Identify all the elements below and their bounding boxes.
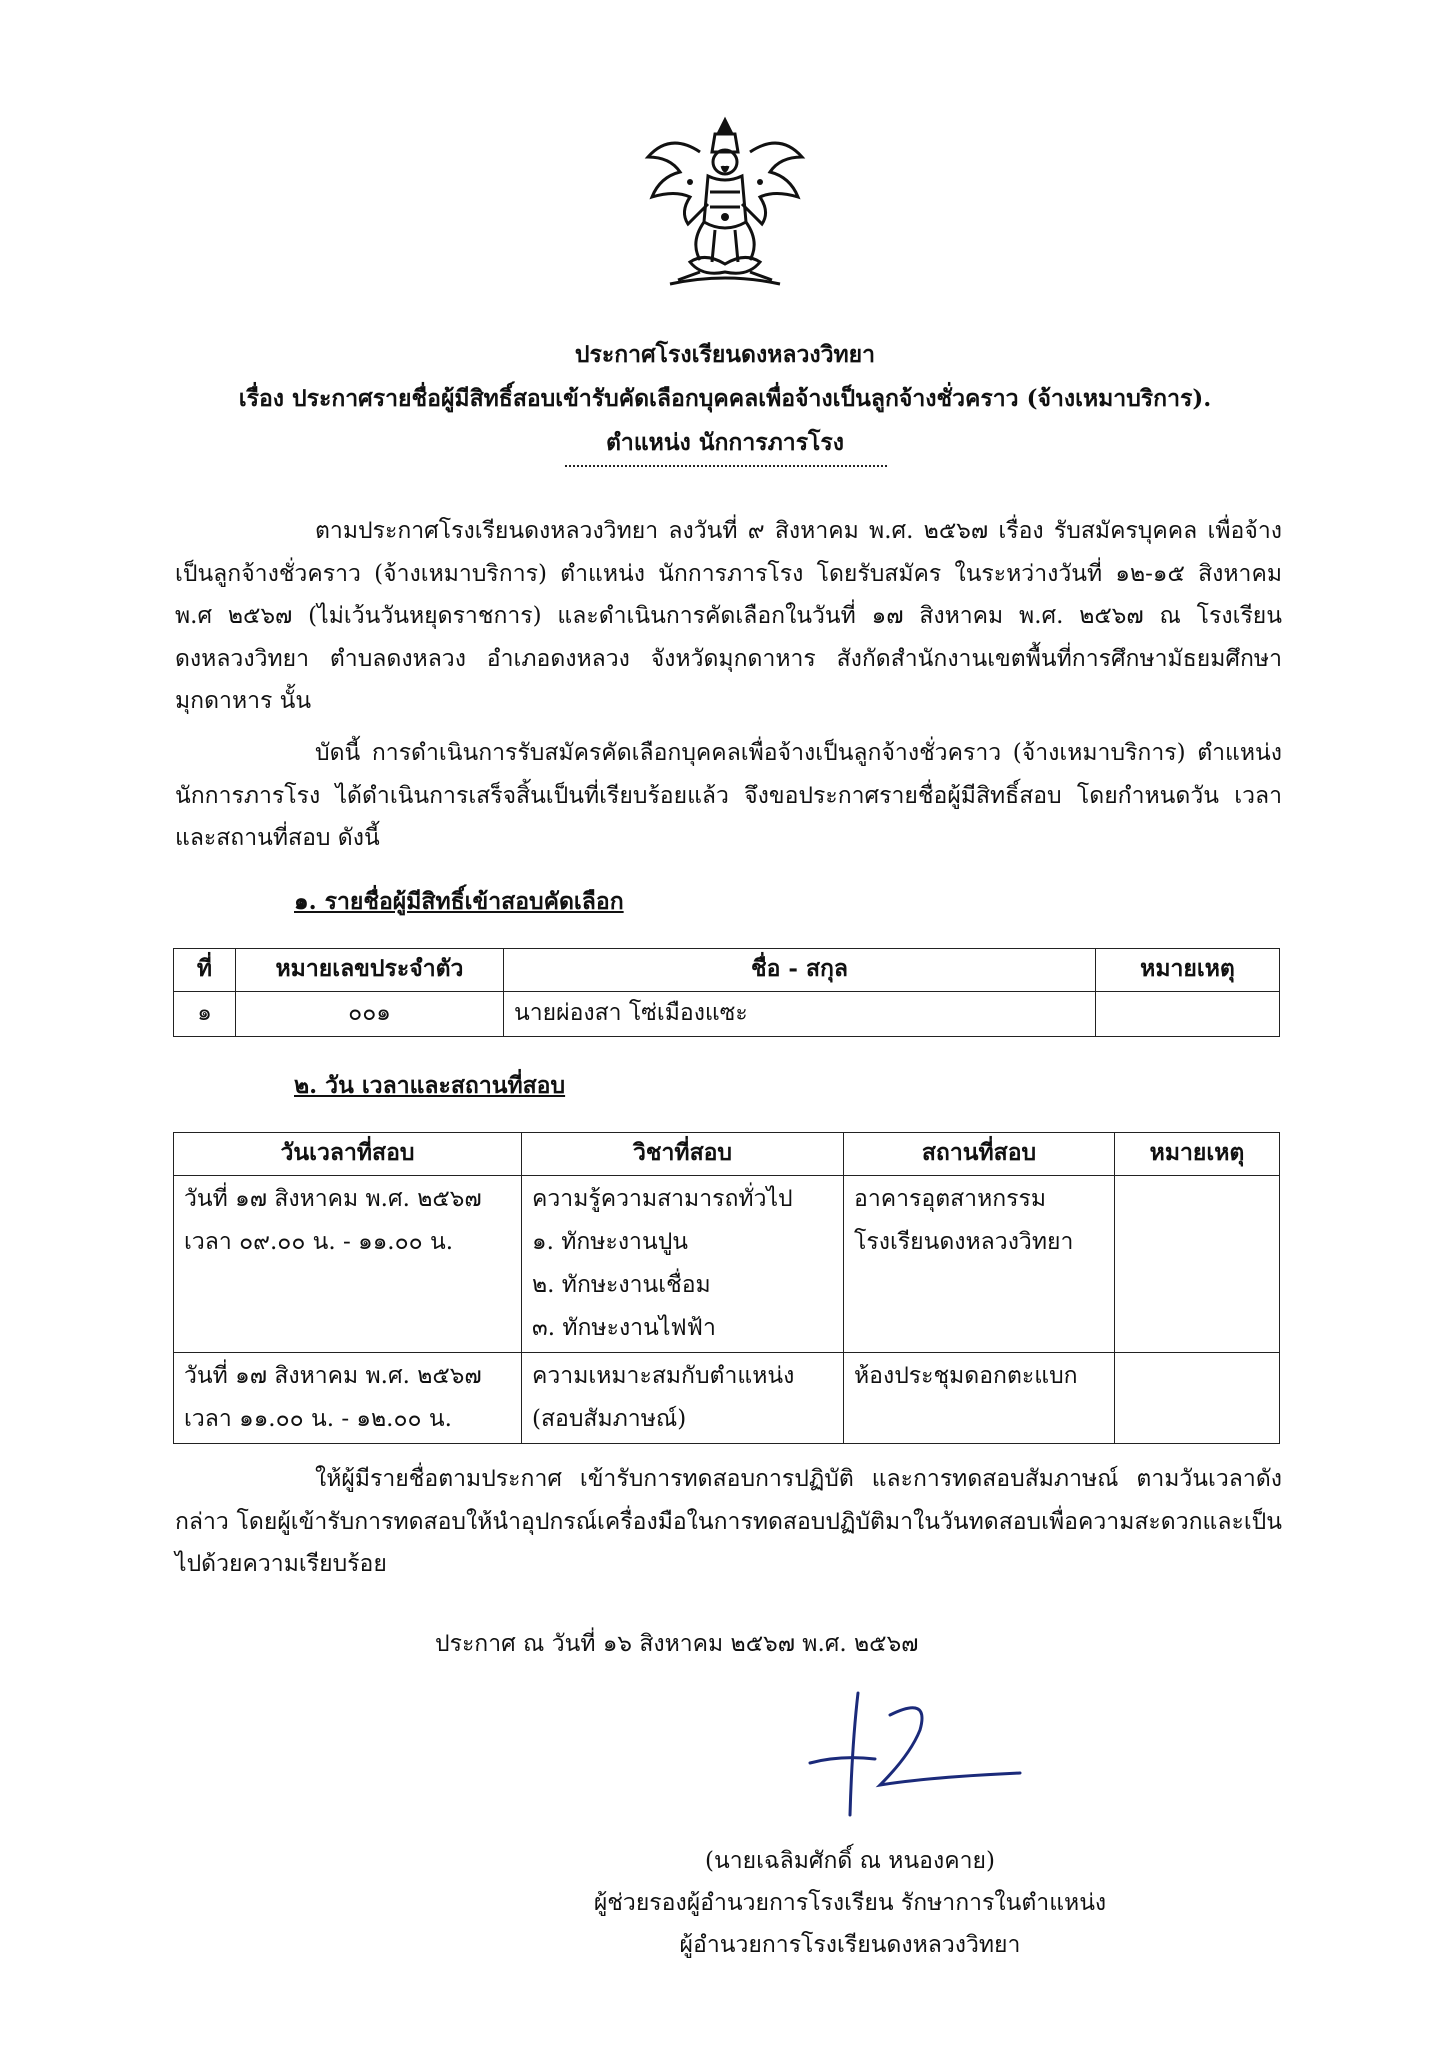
table-header-row [174,949,1280,992]
cell-venue [844,1176,1115,1353]
exam-date: วันที่ ๑๗ สิงหาคม พ.ศ. ๒๕๖๗ [184,1363,482,1389]
section-1-title: ๑. รายชื่อผู้มีสิทธิ์เข้าสอบคัดเลือก [294,888,624,915]
section-2-title: ๒. วัน เวลาและสถานที่สอบ [294,1072,566,1099]
subject-item: (สอบสัมภาษณ์) [532,1406,687,1432]
handwritten-signature-icon [780,1685,1040,1825]
paragraph-1-text: ตามประกาศโรงเรียนดงหลวงวิทยา ลงวันที่ ๙ สิงหาคม พ.ศ. ๒๕๖๗ เรื่อง รับสมัครบุคคล เพื่อจ้างเป็นลูกจ้างชั่วคราว (จ้างเหมาบริการ) ตำแหน่ง นักการภารโรง โดยรับสมัคร ในระหว่างวันที่ ๑๒-๑๕ สิงหาคม พ.ศ ๒๕๖๗ (ไม่เว้นวันหยุดราชการ) และดำเนินการคัดเลือกในวันที่ ๑๗ สิงหาคม พ.ศ. ๒๕๖๗ ณ โรงเรียนดงหลวงวิทยา ตำบลดงหลวง อำเภอดงหลวง จังหวัดมุกดาหาร สังกัดสำนักงานเขตพื้นที่การศึกษามัธยมศึกษามุกดาหาร นั้น [175,518,1282,714]
subject-item: ๓. ทักษะงานไฟฟ้า [532,1315,716,1341]
cell-no: ๑ [174,992,236,1037]
subject-item: ๒. ทักษะงานเชื่อม [532,1272,711,1298]
cell-subjects [522,1176,844,1353]
cell-note [1096,992,1280,1037]
header-no: ที่ [174,949,236,992]
header-datetime: วันเวลาที่สอบ [174,1133,522,1176]
body-paragraph-1 [175,510,1282,723]
candidate-table [173,948,1280,1037]
cell-datetime [174,1353,522,1444]
body-paragraph-2 [175,732,1282,860]
header-note: หมายเหตุ [1115,1133,1280,1176]
venue-line: อาคารอุตสาหกรรม [854,1186,1047,1212]
header-subject: วิชาที่สอบ [522,1133,844,1176]
header-note: หมายเหตุ [1096,949,1280,992]
exam-date: วันที่ ๑๗ สิงหาคม พ.ศ. ๒๕๖๗ [184,1186,482,1212]
cell-subjects [522,1353,844,1444]
subject-item: ความเหมาะสมกับตำแหน่ง [532,1363,795,1389]
subject-item: ความรู้ความสามารถทั่วไป [532,1186,793,1212]
header-name: ชื่อ - สกุล [504,949,1096,992]
table-header-row [174,1133,1280,1176]
header-divider [565,465,887,467]
paragraph-2-text: บัดนี้ การดำเนินการรับสมัครคัดเลือกบุคคลเพื่อจ้างเป็นลูกจ้างชั่วคราว (จ้างเหมาบริการ) ตำแหน่ง นักการภารโรง ได้ดำเนินการเสร็จสิ้นเป็นที่เรียบร้อยแล้ว จึงขอประกาศรายชื่อผู้มีสิทธิ์สอบ โดยกำหนดวัน เวลา และสถานที่สอบ ดังนี้ [175,740,1282,851]
document-subject: เรื่อง ประกาศรายชื่อผู้มีสิทธิ์สอบเข้ารับคัดเลือกบุคคลเพื่อจ้างเป็นลูกจ้างชั่วคราว (จ้างเหมาบริการ). [238,385,1212,412]
table-row [174,1176,1280,1353]
schedule-table [173,1132,1280,1444]
header-venue: สถานที่สอบ [844,1133,1115,1176]
cell-note [1115,1353,1280,1444]
document-header [160,333,1290,465]
cell-datetime [174,1176,522,1353]
announce-date: ประกาศ ณ วันที่ ๑๖ สิงหาคม ๒๕๖๗ พ.ศ. ๒๕๖๗ [435,1631,919,1657]
subject-item: ๑. ทักษะงานปูน [532,1229,689,1255]
header-id: หมายเลขประจำตัว [236,949,504,992]
cell-id: ๐๐๑ [236,992,504,1037]
table-row [174,992,1280,1037]
signer-title-2: ผู้อำนวยการโรงเรียนดงหลวงวิทยา [679,1932,1021,1958]
signer-name: (นายเฉลิมศักดิ์ ณ หนองคาย) [705,1848,995,1874]
document-position: ตำแหน่ง นักการภารโรง [605,429,844,456]
table-row [174,1353,1280,1444]
paragraph-3-text: ให้ผู้มีรายชื่อตามประกาศ เข้ารับการทดสอบการปฏิบัติ และการทดสอบสัมภาษณ์ ตามวันเวลาดังกล่าว โดยผู้เข้ารับการทดสอบให้นำอุปกรณ์เครื่องมือในการทดสอบปฏิบัติมาในวันทดสอบเพื่อความสะดวกและเป็นไปด้วยความเรียบร้อย [175,1466,1282,1577]
signer-title-1: ผู้ช่วยรองผู้อำนวยการโรงเรียน รักษาการในตำแหน่ง [593,1890,1107,1916]
exam-time: เวลา ๐๙.๐๐ น. - ๑๑.๐๐ น. [184,1229,454,1255]
cell-name: นายผ่องสา โซ่เมืองแซะ [504,992,1096,1037]
exam-time: เวลา ๑๑.๐๐ น. - ๑๒.๐๐ น. [184,1406,452,1432]
venue-line: โรงเรียนดงหลวงวิทยา [854,1229,1074,1255]
cell-note [1115,1176,1280,1353]
venue-line: ห้องประชุมดอกตะแบก [854,1363,1078,1389]
cell-venue [844,1353,1115,1444]
body-paragraph-3 [175,1458,1282,1586]
garuda-emblem-icon [630,112,820,302]
document-title: ประกาศโรงเรียนดงหลวงวิทยา [574,341,876,368]
